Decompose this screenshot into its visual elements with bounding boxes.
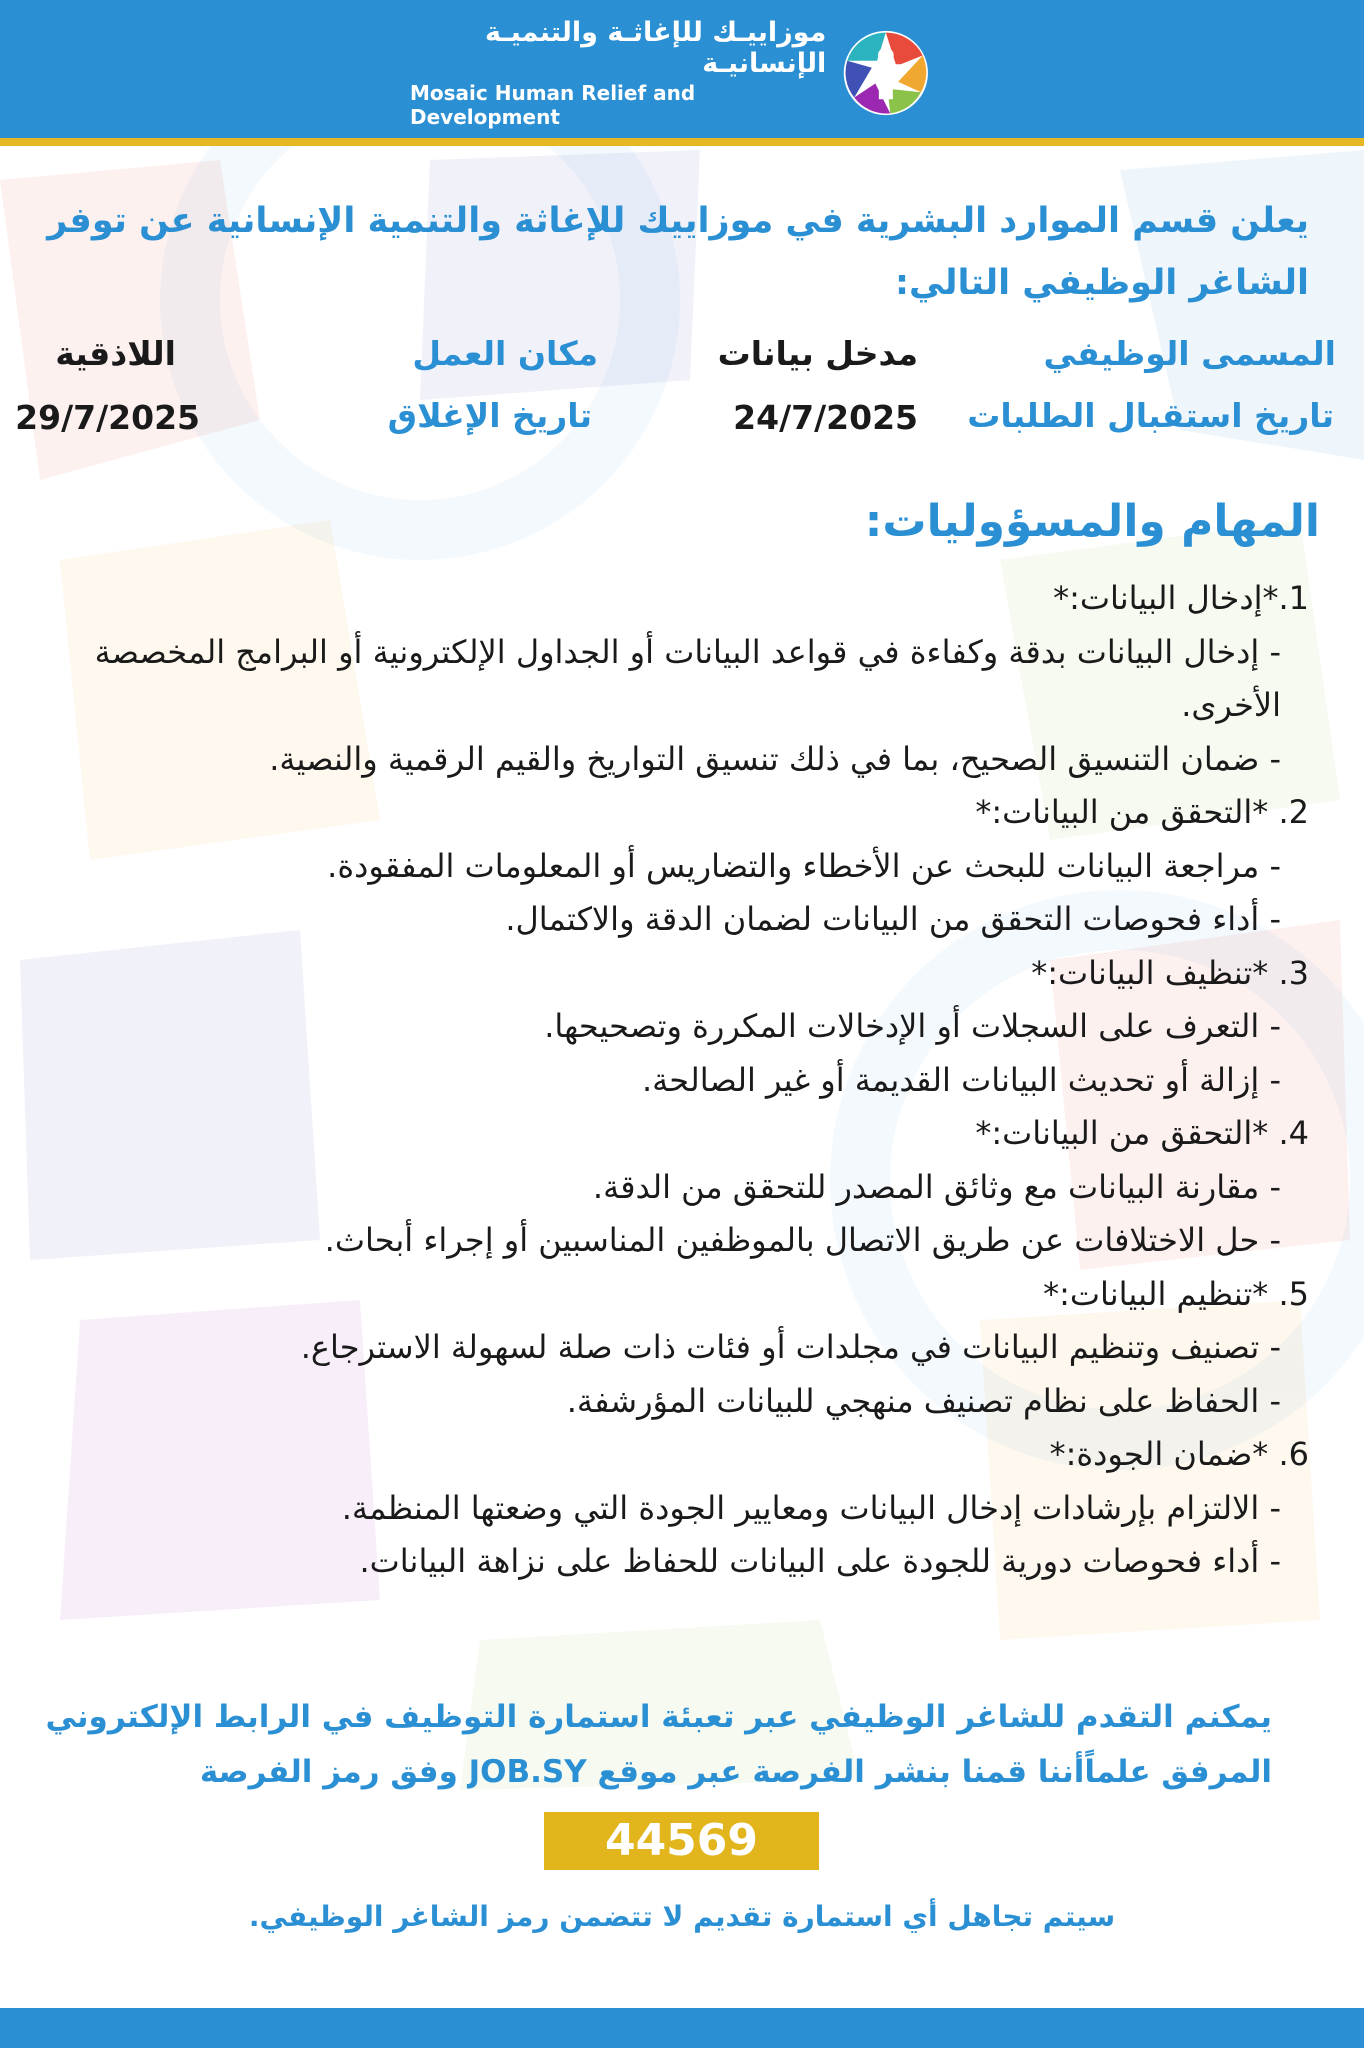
apply-line-1: يمكنم التقدم للشاغر الوظيفي عبر تعبئة استمارة التوظيف في الرابط الإلكتروني (45, 1699, 1272, 1735)
duties-title: المهام والمسؤوليات: (864, 496, 1320, 547)
org-name-english: Mosaic Human Relief and Development (410, 81, 696, 129)
duty-item: - تصنيف وتنظيم البيانات في مجلدات أو فئات ذات صلة لسهولة الاسترجاع. (300, 1328, 1281, 1366)
duty-item: - إزالة أو تحديث البيانات القديمة أو غير الصالحة. (641, 1060, 1281, 1099)
duty-item: - حل الاختلافات عن طريق الاتصال بالموظفين المناسبين أو إجراء أبحاث. (324, 1221, 1281, 1259)
apply-instructions (42, 1690, 1272, 1800)
mosaic-logo-icon (842, 23, 930, 123)
close-date-label: تاريخ الإغلاق (387, 396, 592, 435)
duty-item: - التعرف على السجلات أو الإدخالات المكررة وتصحيحها. (544, 1007, 1281, 1045)
open-date-value: 24/7/2025 (733, 398, 918, 437)
duty-heading: 2. *التحقق من البيانات:* (975, 793, 1309, 831)
duty-heading: 4. *التحقق من البيانات:* (975, 1114, 1309, 1152)
header-bar (0, 0, 1364, 138)
duty-heading: 3. *تنظيف البيانات:* (1031, 953, 1309, 992)
duty-item: - ضمان التنسيق الصحيح، بما في ذلك تنسيق التواريخ والقيم الرقمية والنصية. (269, 739, 1281, 778)
duty-item: - مراجعة البيانات للبحث عن الأخطاء والتضاريس أو المعلومات المفقودة. (327, 846, 1281, 885)
org-logo (410, 18, 930, 128)
job-info-grid (0, 320, 1364, 450)
work-location-label: مكان العمل (412, 334, 598, 373)
intro-text: يعلن قسم الموارد البشرية في موزاييك للإغاثة والتنمية الإنسانية عن توفر الشاغر الوظيفي التالي: (47, 201, 1309, 303)
duties-list (69, 572, 1309, 1589)
job-title-value: مدخل بيانات (717, 334, 918, 373)
open-date-label: تاريخ استقبال الطلبات (967, 396, 1334, 435)
header-accent-stripe (0, 138, 1364, 146)
work-location-value: اللاذقية (55, 334, 176, 373)
org-name-arabic: موزاييـك للإغاثـة والتنميـة الإنسانيـة (484, 17, 827, 79)
close-date-value: 29/7/2025 (15, 398, 200, 437)
duty-item: - إدخال البيانات بدقة وكفاءة في قواعد البيانات أو الجداول الإلكترونية أو البرامج المخصصة الأخرى. (94, 632, 1281, 724)
opportunity-code-badge: 44569 (544, 1812, 819, 1870)
duty-item: - مقارنة البيانات مع وثائق المصدر للتحقق من الدقة. (592, 1167, 1281, 1206)
disclaimer-note: سيتم تجاهل أي استمارة تقديم لا تتضمن رمز الشاغر الوظيفي. (248, 1900, 1116, 1933)
intro-section (45, 190, 1309, 314)
apply-line-2: المرفق علماًأننا قمنا بنشر الفرصة عبر موقع JOB.SY وفق رمز الفرصة (199, 1754, 1272, 1790)
duty-heading: 1.*إدخال البيانات:* (1053, 579, 1309, 617)
duty-item: - أداء فحوصات التحقق من البيانات لضمان الدقة والاكتمال. (505, 900, 1281, 938)
duty-item: - الحفاظ على نظام تصنيف منهجي للبيانات المؤرشفة. (566, 1381, 1281, 1420)
duty-item: - أداء فحوصات دورية للجودة على البيانات للحفاظ على نزاهة البيانات. (359, 1542, 1281, 1580)
footer-bar (0, 2008, 1364, 2048)
job-title-label: المسمى الوظيفي (1043, 334, 1336, 373)
duty-heading: 6. *ضمان الجودة:* (1049, 1435, 1309, 1473)
duty-item: - الالتزام بإرشادات إدخال البيانات ومعايير الجودة التي وضعتها المنظمة. (341, 1488, 1281, 1527)
duty-heading: 5. *تنظيم البيانات:* (1043, 1274, 1309, 1313)
